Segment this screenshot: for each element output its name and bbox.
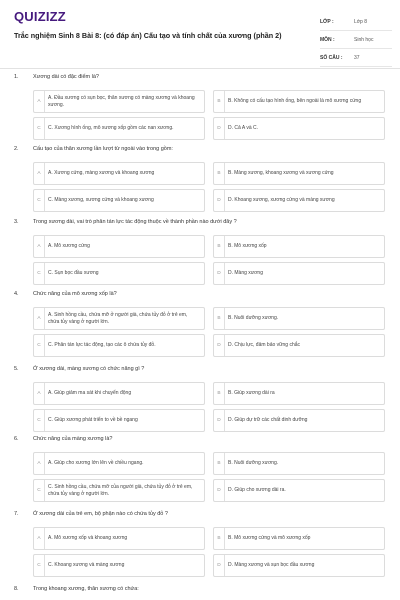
question-text: Ở xương dài của trẻ em, bộ phận nào có chứa tủy đỏ ?	[33, 511, 168, 517]
option-letter: B	[214, 453, 225, 474]
answer-option-b[interactable]	[213, 162, 385, 185]
meta-row-grade	[320, 13, 392, 31]
option-text: B. Mô xương cứng và mô xương xốp	[228, 535, 311, 542]
answer-option-b[interactable]	[213, 382, 385, 405]
question-block	[0, 364, 400, 424]
answer-option-d[interactable]	[213, 479, 385, 502]
option-letter: C	[34, 480, 45, 501]
meta-row-question-count	[320, 49, 392, 67]
option-letter: A	[34, 453, 45, 474]
option-letter: A	[34, 163, 45, 184]
answer-option-a[interactable]	[33, 452, 205, 475]
question-text: Chức năng của màng xương là?	[33, 436, 113, 442]
question-text: Trong khoang xương, thân xương có chứa:	[33, 586, 139, 592]
question-number: 3.	[14, 219, 19, 225]
question-text: Xương dài có đặc điểm là?	[33, 74, 99, 80]
option-letter: C	[34, 190, 45, 211]
option-letter: B	[214, 383, 225, 404]
option-text: B. Nuôi dưỡng xương.	[228, 460, 279, 467]
answer-option-c[interactable]	[33, 554, 205, 577]
question-number: 4.	[14, 291, 19, 297]
meta-label: MÔN :	[320, 36, 335, 43]
answer-option-c[interactable]	[33, 189, 205, 212]
option-letter: D	[214, 480, 225, 501]
option-text: C. Giúp xương phát triển to về bề ngang	[48, 417, 138, 424]
question-text: Trong xương dài, vai trò phân tán lực tác động thuộc về thành phần nào dưới đây ?	[33, 219, 237, 225]
question-number: 1.	[14, 74, 19, 80]
option-letter: B	[214, 163, 225, 184]
question-block	[0, 144, 400, 204]
option-letter: D	[214, 118, 225, 139]
question-text: Cấu tạo của thân xương lần lượt từ ngoài vào trong gồm:	[33, 146, 173, 152]
option-letter: D	[214, 335, 225, 356]
question-number: 2.	[14, 146, 19, 152]
answer-option-a[interactable]	[33, 307, 205, 330]
answer-option-c[interactable]	[33, 117, 205, 140]
option-text: A. Giúp giảm ma sát khi chuyển động	[48, 390, 132, 397]
option-letter: D	[214, 263, 225, 284]
answer-option-c[interactable]	[33, 479, 205, 502]
answer-option-d[interactable]	[213, 554, 385, 577]
meta-panel	[320, 13, 392, 67]
option-text: A. Sinh hồng cầu, chứa mỡ ở người già, chứa tủy đỏ ở trẻ em, chứa tủy vàng ở người lớn.	[48, 312, 188, 325]
question-number: 6.	[14, 436, 19, 442]
question-header	[0, 509, 400, 521]
question-number: 5.	[14, 366, 19, 372]
answer-option-b[interactable]	[213, 527, 385, 550]
option-text: C. Khoang xương và màng xương	[48, 562, 125, 569]
option-text: B. Màng xương, khoang xương và xương cứng	[228, 170, 334, 177]
option-text: B. Giúp xương dài ra	[228, 390, 275, 397]
option-letter: A	[34, 308, 45, 329]
option-text: A. Mô xương cứng	[48, 243, 90, 250]
answer-option-a[interactable]	[33, 90, 205, 113]
option-text: C. Phân tán lực tác động, tạo các ô chứa tủy đỏ.	[48, 342, 156, 349]
answer-option-a[interactable]	[33, 527, 205, 550]
meta-row-subject	[320, 31, 392, 49]
question-block	[0, 509, 400, 569]
option-text: A. Giúp cho xương lớn lên về chiều ngang.	[48, 460, 144, 467]
answer-option-d[interactable]	[213, 334, 385, 357]
option-text: D. Cả A và C.	[228, 125, 259, 132]
option-letter: B	[214, 91, 225, 112]
question-block	[0, 289, 400, 349]
question-header	[0, 72, 400, 84]
option-letter: C	[34, 263, 45, 284]
question-header	[0, 144, 400, 156]
answer-option-d[interactable]	[213, 189, 385, 212]
option-letter: C	[34, 555, 45, 576]
answer-option-b[interactable]	[213, 90, 385, 113]
option-letter: A	[34, 91, 45, 112]
option-text: A. Đầu xương có sụn bọc, thân xương có màng xương và khoang xương.	[48, 95, 195, 108]
option-letter: A	[34, 236, 45, 257]
question-header	[0, 364, 400, 376]
answer-option-d[interactable]	[213, 409, 385, 432]
question-text: Ở xương dài, màng xương có chức năng gì ?	[33, 366, 145, 372]
option-letter: D	[214, 190, 225, 211]
option-text: D. Chịu lực, đảm bảo vững chắc	[228, 342, 301, 349]
option-text: D. Màng xương và sụn bọc đầu xương	[228, 562, 315, 569]
option-letter: D	[214, 555, 225, 576]
answer-option-a[interactable]	[33, 235, 205, 258]
question-header	[0, 434, 400, 446]
answer-option-b[interactable]	[213, 452, 385, 475]
answer-option-b[interactable]	[213, 307, 385, 330]
worksheet-header	[0, 0, 400, 69]
question-text: Chức năng của mô xương xốp là?	[33, 291, 117, 297]
meta-value: Sinh học	[354, 36, 374, 43]
option-letter: A	[34, 528, 45, 549]
option-letter: D	[214, 410, 225, 431]
question-block	[0, 584, 400, 596]
answer-option-a[interactable]	[33, 382, 205, 405]
question-block	[0, 434, 400, 497]
answer-option-c[interactable]	[33, 409, 205, 432]
option-letter: B	[214, 308, 225, 329]
option-text: D. Màng xương	[228, 270, 263, 277]
question-header	[0, 584, 400, 596]
option-text: A. Mô xương xốp và khoang xương	[48, 535, 128, 542]
meta-value: Lớp 8	[354, 18, 368, 25]
option-letter: C	[34, 118, 45, 139]
question-header	[0, 289, 400, 301]
answer-option-c[interactable]	[33, 262, 205, 285]
option-letter: C	[34, 410, 45, 431]
option-text: D. Giúp cho xương dài ra.	[228, 487, 286, 494]
meta-label: SỐ CÂU :	[320, 54, 343, 61]
answer-option-d[interactable]	[213, 117, 385, 140]
question-header	[0, 217, 400, 229]
answer-option-a[interactable]	[33, 162, 205, 185]
option-text: D. Giúp dự trữ các chất dinh dưỡng	[228, 417, 308, 424]
meta-value: 37	[354, 54, 360, 61]
option-text: C. Sinh hồng cầu, chứa mỡ của người già, chứa tủy đỏ ở trẻ em, chứa tủy vàng ở người lớn.	[48, 484, 193, 497]
option-letter: C	[34, 335, 45, 356]
option-text: C. Sụn bọc đầu xương	[48, 270, 99, 277]
answer-option-d[interactable]	[213, 262, 385, 285]
option-text: B. Không có cấu tạo hình ống, bên ngoài là mô xương cứng	[228, 98, 362, 105]
meta-label: LỚP :	[320, 18, 334, 25]
page-title: Trắc nghiệm Sinh 8 Bài 8: (có đáp án) Cấu tạo và tính chất của xương (phần 2)	[14, 31, 282, 40]
answer-option-c[interactable]	[33, 334, 205, 357]
option-text: B. Mô xương xốp	[228, 243, 267, 250]
option-letter: A	[34, 383, 45, 404]
option-letter: B	[214, 236, 225, 257]
question-number: 8.	[14, 586, 19, 592]
answer-option-b[interactable]	[213, 235, 385, 258]
option-text: C. Xương hình ống, mô xương xốp gồm các nan xương.	[48, 125, 174, 132]
option-letter: B	[214, 528, 225, 549]
question-block	[0, 217, 400, 277]
question-number: 7.	[14, 511, 19, 517]
option-text: C. Màng xương, xương cứng và khoang xương	[48, 197, 154, 204]
quizizz-logo: QUIZIZZ	[14, 9, 66, 24]
option-text: B. Nuôi dưỡng xương.	[228, 315, 279, 322]
option-text: A. Xương cứng, màng xương và khoang xương	[48, 170, 155, 177]
question-block	[0, 72, 400, 132]
option-text: D. Khoang xương, xương cứng và màng xương	[228, 197, 335, 204]
